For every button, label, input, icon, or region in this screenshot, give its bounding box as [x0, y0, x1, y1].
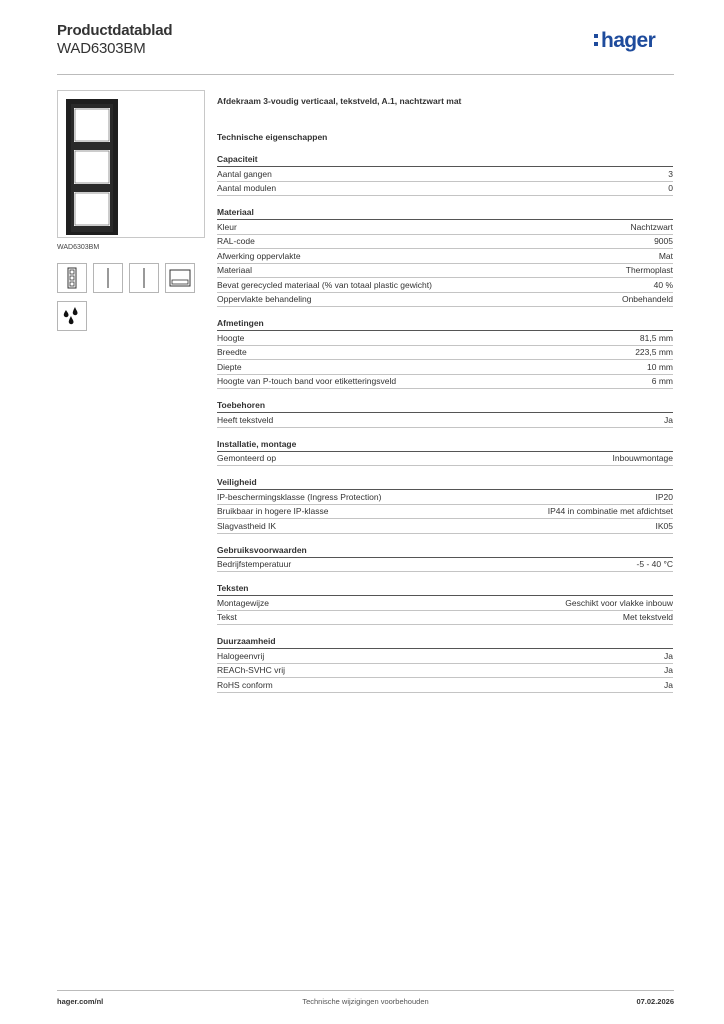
spec-value: 81,5 mm	[639, 332, 673, 343]
vertical-line-icon	[93, 263, 123, 293]
spec-value: 6 mm	[651, 376, 673, 387]
section-title: Teksten	[217, 583, 673, 596]
section-title: Veiligheid	[217, 477, 673, 490]
triple-frame-icon	[57, 263, 87, 293]
spec-value: IP20	[655, 491, 673, 502]
spec-label: IP-beschermingsklasse (Ingress Protection)	[217, 491, 382, 502]
spec-label: Bedrijfstemperatuur	[217, 559, 292, 570]
spec-panel	[217, 96, 673, 693]
spec-label: Tekst	[217, 612, 237, 623]
spec-row	[217, 558, 673, 573]
spec-row	[217, 249, 673, 264]
spec-value: Mat	[658, 250, 673, 261]
spec-label: Montagewijze	[217, 597, 269, 608]
spec-label: Oppervlakte behandeling	[217, 294, 312, 305]
spec-label: Aantal gangen	[217, 168, 272, 179]
spec-row	[217, 519, 673, 534]
spec-label: Bevat gerecycled materiaal (% van totaal plastic gewicht)	[217, 279, 432, 290]
footer-url[interactable]: hager.com/nl	[57, 997, 104, 1006]
spec-value: IP44 in combinatie met afdichtset	[547, 506, 673, 517]
spec-row	[217, 413, 673, 428]
spec-value: Ja	[664, 679, 673, 690]
spec-section	[217, 636, 673, 693]
spec-row	[217, 505, 673, 520]
document-header	[57, 22, 172, 58]
section-title: Installatie, montage	[217, 439, 673, 452]
spec-label: Hoogte	[217, 332, 245, 343]
section-title: Capaciteit	[217, 154, 673, 167]
spec-row	[217, 490, 673, 505]
spec-value: Geschikt voor vlakke inbouw	[565, 597, 673, 608]
spec-row	[217, 452, 673, 467]
spec-row	[217, 596, 673, 611]
spec-value: 0	[668, 183, 673, 194]
spec-section	[217, 545, 673, 573]
spec-label: Materiaal	[217, 265, 252, 276]
spec-label: Diepte	[217, 361, 242, 372]
spec-value: 9005	[654, 236, 673, 247]
section-title: Gebruiksvoorwaarden	[217, 545, 673, 558]
spec-section	[217, 318, 673, 389]
spec-row	[217, 235, 673, 250]
spec-label: Kleur	[217, 221, 237, 232]
spec-row	[217, 611, 673, 626]
spec-label: Hoogte van P-touch band voor etiketteringsveld	[217, 376, 397, 387]
spec-label: Slagvastheid IK	[217, 520, 277, 531]
spec-row	[217, 167, 673, 182]
section-title: Materiaal	[217, 207, 673, 220]
spec-label: RoHS conform	[217, 679, 273, 690]
spec-row	[217, 360, 673, 375]
spec-row	[217, 293, 673, 308]
product-image-caption: WAD6303BM	[57, 244, 100, 251]
spec-section	[217, 477, 673, 534]
footer-date: 07.02.2026	[636, 997, 674, 1006]
spec-value: Nachtzwart	[630, 221, 673, 232]
spec-row	[217, 264, 673, 279]
label-field-icon	[165, 263, 195, 293]
spec-label: Gemonteerd op	[217, 453, 277, 464]
footer-note: Technische wijzigingen voorbehouden	[302, 997, 429, 1006]
spec-row	[217, 182, 673, 197]
spec-value: Thermoplast	[625, 265, 673, 276]
spec-value: 10 mm	[647, 361, 673, 372]
document-title: Productdatablad	[57, 22, 173, 39]
section-title: Afmetingen	[217, 318, 673, 331]
spec-value: IK05	[655, 520, 673, 531]
spec-section	[217, 439, 673, 467]
spec-row	[217, 649, 673, 664]
spec-value: Ja	[664, 650, 673, 661]
spec-row	[217, 220, 673, 235]
spec-section	[217, 207, 673, 307]
section-title: Toebehoren	[217, 400, 673, 413]
spec-label: Aantal modulen	[217, 183, 277, 194]
header-divider	[57, 74, 674, 75]
logo-text: hager	[601, 29, 656, 52]
spec-value: Inbouwmontage	[612, 453, 673, 464]
spec-value: 3	[668, 168, 673, 179]
footer-divider	[57, 990, 674, 991]
spec-value: -5 - 40 °C	[636, 559, 673, 570]
spec-row	[217, 678, 673, 693]
spec-section	[217, 400, 673, 428]
spec-section	[217, 154, 673, 196]
hager-logo	[593, 26, 675, 56]
spec-icons	[57, 263, 195, 293]
spec-row	[217, 278, 673, 293]
spec-value: Ja	[664, 414, 673, 425]
spec-label: Heeft tekstveld	[217, 414, 274, 425]
spec-label: Halogeenvrij	[217, 650, 265, 661]
water-drops-icon	[57, 301, 87, 331]
spec-section	[217, 583, 673, 625]
spec-value: 40 %	[653, 279, 673, 290]
spec-value: Onbehandeld	[621, 294, 673, 305]
spec-label: REACh-SVHC vrij	[217, 665, 286, 676]
spec-label: RAL-code	[217, 236, 255, 247]
spec-row	[217, 346, 673, 361]
spec-row	[217, 664, 673, 679]
spec-heading: Technische eigenschappen	[217, 132, 328, 142]
spec-label: Afwerking oppervlakte	[217, 250, 301, 261]
product-code: WAD6303BM	[57, 40, 146, 57]
spec-row	[217, 375, 673, 390]
page-footer	[57, 997, 674, 1006]
spec-label: Breedte	[217, 347, 247, 358]
spec-row	[217, 331, 673, 346]
product-description: Afdekraam 3-voudig verticaal, tekstveld, A.1, nachtzwart mat	[217, 96, 462, 106]
vertical-line-icon	[129, 263, 159, 293]
triple-frame-picture	[66, 99, 118, 235]
spec-value: 223,5 mm	[635, 347, 673, 358]
spec-sections	[217, 154, 673, 693]
section-title: Duurzaamheid	[217, 636, 673, 649]
spec-value: Met tekstveld	[622, 612, 673, 623]
product-image	[57, 90, 205, 238]
spec-value: Ja	[664, 665, 673, 676]
spec-label: Bruikbaar in hogere IP-klasse	[217, 506, 329, 517]
